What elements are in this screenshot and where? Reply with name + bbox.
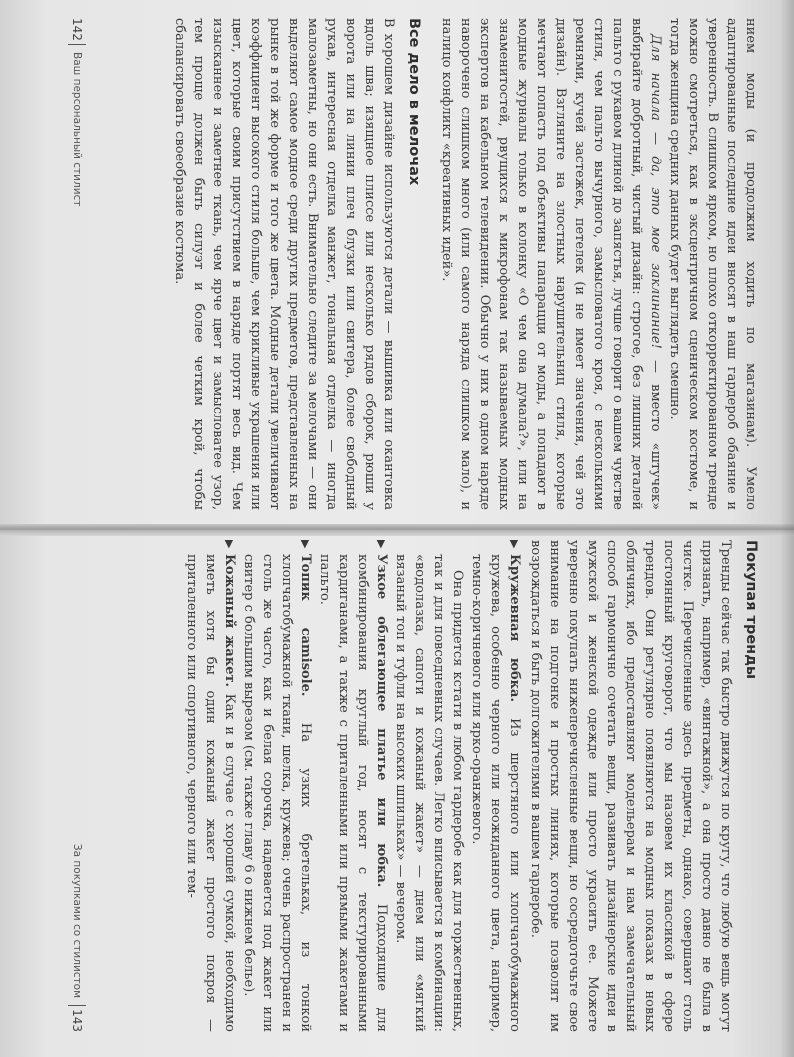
item-text: Как и в случае с хорошей сумкой, необходимо иметь хотя бы один кожаный жакет простого покроя — приталенного или спортивного, черного или тем- bbox=[184, 554, 237, 1033]
page-143 bbox=[62, 540, 760, 1032]
item-text: Из шерстяного или хлопчатобумажного кружева, особенно черного или неожиданного цвета, например, темно-коричневого или ярко-оранжевого. bbox=[469, 554, 522, 1033]
footer-divider bbox=[68, 44, 86, 45]
running-title: Ваш персональный стилист bbox=[71, 52, 83, 207]
list-item bbox=[239, 540, 315, 1032]
footer-divider bbox=[68, 1005, 86, 1006]
section-heading: Все дело в мелочах bbox=[406, 18, 422, 186]
book-binding bbox=[0, 524, 794, 536]
item-term: Топик camisole. bbox=[298, 554, 313, 697]
page-footer bbox=[64, 540, 88, 1032]
page-footer bbox=[64, 18, 88, 510]
bullet-icon: ▶ bbox=[299, 540, 312, 549]
item-term: Кружевная юбка. bbox=[507, 554, 522, 702]
item-text: На узких бретельках, из тонкой хлопчатобумажной ткани, шелка, кружева; очень распространен и столь же часто, как и белая сорочка, надевается под жакет или свитер с большим вырезом (см. также главу 6 о нижнем белье). bbox=[241, 554, 313, 1032]
page-143-text bbox=[182, 540, 760, 1032]
item-term: Кожаный жакет. bbox=[222, 554, 237, 688]
list-item bbox=[391, 540, 524, 1032]
paragraph: нием моды (и продолжим ходить по магазинам). Умело адаптированные последние идеи вносят в наш гардероб обаяние и уверенность. В слишком ярком, но плохо откорректированном тренде можно смотреться, как в эксцентричном сценическом костюме, и тогда женщина средних данных будет выглядеть смешно. bbox=[667, 18, 758, 510]
bullet-icon: ▶ bbox=[508, 540, 521, 549]
item-extra: Она придется кстати в любом гардеробе как для торжественных, так и для повседневных случаев. Легко вписывается в комбинации: «водолазка, сапоги и кожаный жакет» — днем или «мягкий вязаный топ и туфли на высоких шпильках» — вечером. bbox=[393, 554, 465, 1032]
item-text: Подходящие для комбинирования круглый год, носят с текстурированными кардиганами, а также с приталенными или прямыми жакетами и пальто. bbox=[317, 554, 389, 1032]
paragraph: Тренды сейчас так быстро движутся по кругу, что любую вещь могут признать, например, «винтажной», а она просто давно не была в чистке. Перечисленные здесь предметы, однако, совершают столь постоянный круговорот, что мы назовем их классикой в сфере трендов. Они регулярно появляются на модных показах в новых обличиях, ибо предоставляют модельерам и нам замечательный способ гармонично сочетать вещи, развивать дизайнерские идеи в мужской и женской одежде или просто украсить ее. Можете уверенно покупать нижеперечисленные вещи, но сосредоточьте свое внимание на подгонке и простых линиях, которые позволят им возрождаться и быть долгожителями в вашем гардеробе. bbox=[528, 540, 733, 1032]
page-142 bbox=[62, 18, 760, 510]
page-number: 143 bbox=[70, 1009, 84, 1032]
running-title: За покупками со стилистом bbox=[71, 843, 83, 998]
page-edge-shadow bbox=[780, 0, 794, 1057]
bullet-icon: ▶ bbox=[223, 540, 236, 549]
page-number: 142 bbox=[70, 18, 84, 41]
section-heading: Покупая тренды bbox=[743, 540, 759, 680]
item-term: Узкое облегающее платье или юбка. bbox=[374, 554, 389, 888]
page-142-text bbox=[170, 18, 760, 510]
trend-list bbox=[182, 540, 524, 1032]
list-item bbox=[182, 540, 239, 1032]
emphasis: Для начала — да, это мое заклинание! bbox=[648, 34, 663, 349]
list-item bbox=[315, 540, 391, 1032]
bullet-icon: ▶ bbox=[375, 540, 388, 549]
paragraph: Для начала — да, это мое заклинание! — вместо «штучек» выбирайте добротный, чистый дизайн: строгое, без лишних деталей пальто с рукавом длиной до запястья, лучше говорит о вашем чувстве стиля, чем пальто вычурного, замысловатого кроя, с несколькими ремнями, кучей застежек, петелек (и не имеет значения, чей это дизайн). Взгляните на злостных нарушительниц стиля, которые мечтают попасть под объективы папарацци от моды, а попадают в модные журналы только в колонку «О чем она думала?», или на знаменитостей, рвущихся к микрофонам так называемых модных экспертов на кабельном телевидении. Обычно у них в одном наряде наворочено слишком много (или самого наряда слишком мало), и налицо конфликт «креативных идей». bbox=[439, 18, 663, 510]
paragraph: В хорошем дизайне используются детали — вышивка или окантовка вдоль шва; изящное плиссе или несколько рядов сборок, рюши у ворота или на линии плеч блузки или свитера, более свободный рукав, интересная отделка манжет, тональная отделка — иногда малозаметны, но они есть. Внимательно следите за мелочами — они выделяют самое модное среди других предметов, представленных на рынке в той же форме и того же цвета. Модные детали увеличивают коэффициент высокого стиля больше, чем крикливые украшения или цвет, которые своим присутствием в наряде портят весь вид. Чем изысканнее и заметнее ткань, чем ярче цвет и замысловатее узор, тем проще должен быть силуэт и более четким крой, чтобы сбалансировать своеобразие костюма. bbox=[172, 18, 396, 510]
